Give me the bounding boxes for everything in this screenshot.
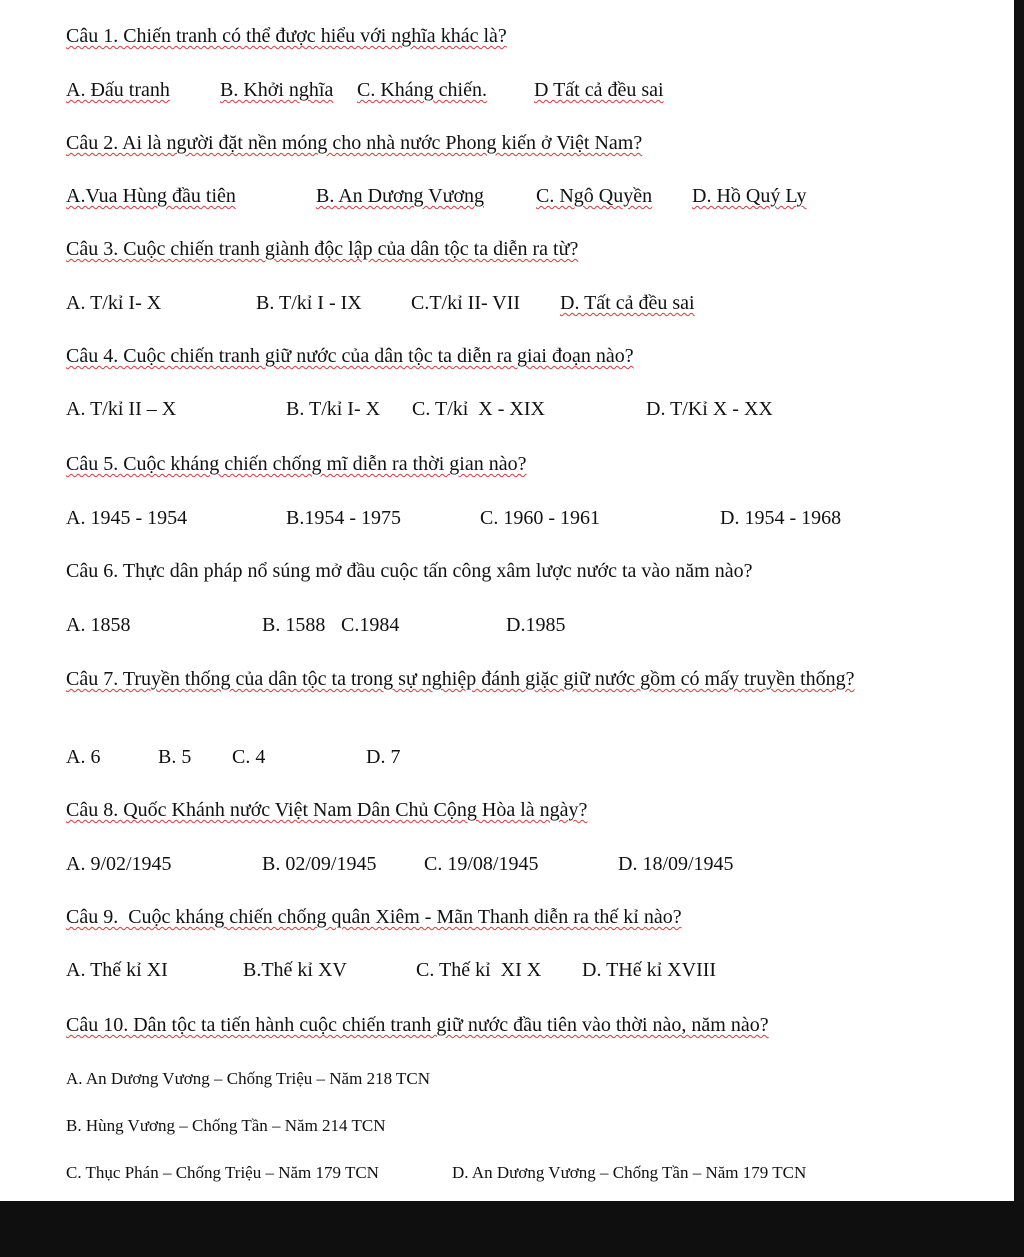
options-10-cd: [66, 1161, 966, 1185]
option-10b: B. Hùng Vương – Chống Tần – Năm 214 TCN: [66, 1116, 386, 1135]
option-1b: B. Khởi nghĩa: [220, 79, 334, 101]
question-4: Câu 4. Cuộc chiến tranh giữ nước của dân tộc ta diễn ra giai đoạn nào?: [66, 345, 634, 367]
option-9a: A. Thế kỉ XI: [66, 959, 168, 981]
option-5c: C. 1960 - 1961: [480, 507, 600, 529]
option-4a: A. T/kỉ II – X: [66, 398, 177, 420]
options-3: [66, 291, 966, 315]
options-4: [66, 397, 966, 421]
option-10c: C. Thục Phán – Chống Triệu – Năm 179 TCN: [66, 1163, 379, 1182]
option-3b: B. T/kỉ I - IX: [256, 292, 362, 314]
question-6: Câu 6. Thực dân pháp nổ súng mở đầu cuộc tấn công xâm lược nước ta vào năm nào?: [66, 560, 753, 582]
option-10a: A. An Dương Vương – Chống Triệu – Năm 218 TCN: [66, 1069, 431, 1088]
option-6b: B. 1588: [262, 614, 326, 636]
options-1: [66, 78, 966, 102]
question-10: Câu 10. Dân tộc ta tiến hành cuộc chiến tranh giữ nước đầu tiên vào thời nào, năm nào?: [66, 1014, 769, 1036]
option-9b: B.Thế kỉ XV: [243, 959, 347, 981]
option-8a: A. 9/02/1945: [66, 853, 172, 875]
option-9c: C. Thế kỉ XI X: [416, 959, 542, 981]
question-8: Câu 8. Quốc Khánh nước Việt Nam Dân Chủ Cộng Hòa là ngày?: [66, 799, 588, 821]
option-5a: A. 1945 - 1954: [66, 507, 188, 529]
option-7d: D. 7: [366, 746, 401, 768]
option-5b: B.1954 - 1975: [286, 507, 401, 529]
option-8c: C. 19/08/1945: [424, 853, 539, 875]
question-9: Câu 9. Cuộc kháng chiến chống quân Xiêm - Mãn Thanh diễn ra thế kỉ nào?: [66, 906, 682, 928]
option-2c: C. Ngô Quyền: [536, 185, 653, 207]
options-5: [66, 506, 966, 530]
question-3: Câu 3. Cuộc chiến tranh giành độc lập của dân tộc ta diễn ra từ?: [66, 238, 579, 260]
option-7c: C. 4: [232, 746, 266, 768]
option-5d: D. 1954 - 1968: [720, 507, 842, 529]
options-7: [66, 745, 966, 769]
option-3a: A. T/kỉ I- X: [66, 292, 162, 314]
option-2a: A.Vua Hùng đầu tiên: [66, 185, 236, 207]
option-6c: C.1984: [341, 614, 400, 636]
options-6: [66, 613, 966, 637]
options-8: [66, 852, 966, 876]
option-7a: A. 6: [66, 746, 101, 768]
option-6a: A. 1858: [66, 614, 131, 636]
question-1: Câu 1. Chiến tranh có thể được hiểu với nghĩa khác là?: [66, 25, 507, 47]
option-4b: B. T/kỉ I- X: [286, 398, 381, 420]
option-10d: D. An Dương Vương – Chống Tần – Năm 179 TCN: [452, 1163, 807, 1182]
option-8d: D. 18/09/1945: [618, 853, 734, 875]
option-8b: B. 02/09/1945: [262, 853, 377, 875]
option-6d: D.1985: [506, 614, 566, 636]
option-2d: D. Hồ Quý Ly: [692, 185, 807, 207]
option-4c: C. T/kỉ X - XIX: [412, 398, 545, 420]
question-5: Câu 5. Cuộc kháng chiến chống mĩ diễn ra thời gian nào?: [66, 453, 527, 475]
question-2: Câu 2. Ai là người đặt nền móng cho nhà nước Phong kiến ở Việt Nam?: [66, 132, 643, 154]
question-7: Câu 7. Truyền thống của dân tộc ta trong sự nghiệp đánh giặc giữ nước gồm có mấy truyền thống?: [66, 668, 855, 690]
option-1d: D Tất cả đều sai: [534, 79, 664, 101]
option-3d: D. Tất cả đều sai: [560, 292, 695, 314]
option-9d: D. THế kỉ XVIII: [582, 959, 717, 981]
option-1c: C. Kháng chiến.: [357, 79, 487, 101]
option-4d: D. T/Kỉ X - XX: [646, 398, 773, 420]
option-2b: B. An Dương Vương: [316, 185, 485, 207]
option-3c: C.T/kỉ II- VII: [411, 292, 521, 314]
options-2: [66, 184, 966, 208]
window-edge: [1014, 0, 1024, 1201]
options-9: [66, 958, 966, 982]
option-1a: A. Đấu tranh: [66, 79, 170, 101]
option-7b: B. 5: [158, 746, 192, 768]
